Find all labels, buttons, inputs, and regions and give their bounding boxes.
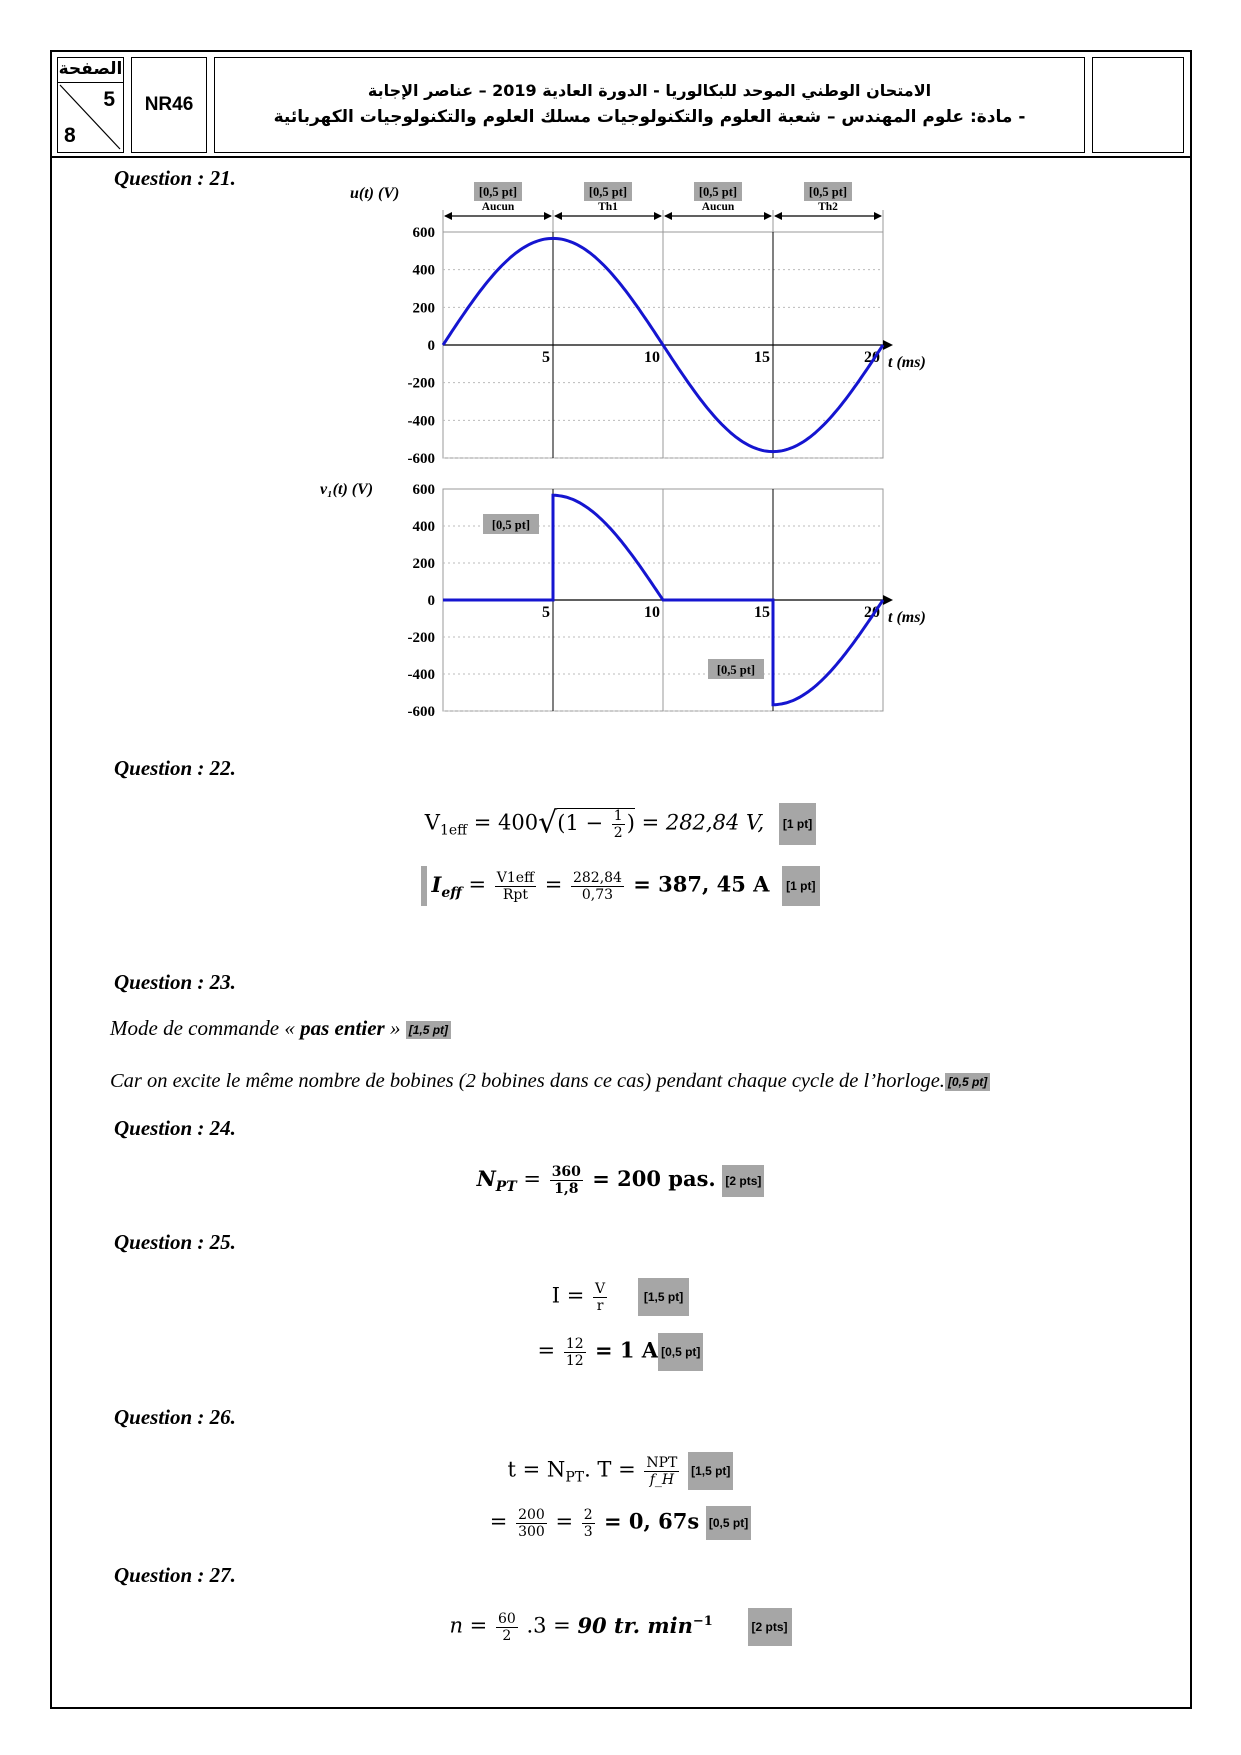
- c-den: 12: [565, 1352, 584, 1369]
- t-num2: 2: [583, 1506, 593, 1523]
- ieff-eq: =: [461, 872, 493, 897]
- y-tick-label: 600: [412, 482, 435, 498]
- arrowhead-left: [444, 212, 452, 220]
- segment-label: Th1: [598, 201, 618, 213]
- question-25-label: Question : 25.: [114, 1230, 236, 1254]
- x-tick-label: 20: [864, 349, 880, 366]
- q23-points-badge-1: [1,5 pt]: [406, 1021, 451, 1039]
- sqrt-symbol: √: [538, 805, 558, 841]
- fraction-60-2: [496, 1611, 518, 1644]
- y-tick-label: 0: [427, 338, 435, 354]
- x-tick-label: 20: [864, 604, 880, 621]
- points-badge-text: [0,5 pt]: [478, 185, 518, 199]
- equation-ieff: $I_{eff}$ = $\frac{\text{V1eff}}{\text{Rpt}}$ = $\frac{282,84}{0,73}$ = 387, 45 A [1 pt]: [0, 866, 1241, 906]
- title-line-2: - مادة: علوم المهندس – شعبة العلوم والتكنولوجيات مسلك العلوم والتكنولوجيات الكهربائية: [273, 107, 1026, 127]
- fraction-half: [612, 808, 625, 841]
- segment-label: Th2: [818, 201, 838, 213]
- speed-exp: −1: [692, 1613, 713, 1629]
- x-axis-label: t (ms): [888, 609, 926, 626]
- f2-den: 0,73: [581, 886, 614, 903]
- fraction-v-r: [593, 1281, 607, 1314]
- current-lhs: I =: [551, 1283, 592, 1308]
- x-axis-label: t (ms): [888, 354, 926, 371]
- y-tick-label: 200: [412, 300, 435, 317]
- time-points-badge-1: [1,5 pt]: [688, 1452, 733, 1490]
- equation-time: [0, 1452, 1241, 1490]
- v1eff-expr: = 400: [467, 810, 539, 835]
- half-den: 2: [613, 824, 623, 841]
- x-tick-label: 15: [754, 604, 770, 621]
- vr-num: V: [595, 1280, 606, 1297]
- v1eff-sub: 1eff: [439, 822, 468, 839]
- arrowhead-right: [764, 212, 772, 220]
- time-points-badge-2: [0,5 pt]: [706, 1506, 751, 1540]
- equation-time-value: [0, 1506, 1241, 1540]
- sqrt-content: [557, 807, 635, 841]
- y-tick-label: 400: [412, 519, 435, 535]
- npt-eq: =: [516, 1167, 548, 1191]
- v1eff-inner-a: (1 −: [557, 810, 610, 835]
- question-26-label: Question : 26.: [114, 1405, 236, 1429]
- npt-den: 1,8: [554, 1181, 579, 1197]
- exam-header: [52, 52, 1190, 158]
- s-num: 60: [497, 1610, 516, 1627]
- highlight-bar: [421, 866, 427, 906]
- speed-lhs: n =: [449, 1613, 494, 1638]
- npt-points-badge: [2 pts]: [722, 1165, 764, 1197]
- time-b: . T =: [584, 1457, 643, 1482]
- question-23-label: Question : 23.: [114, 970, 236, 994]
- fraction-v1eff-rpt: [495, 870, 536, 903]
- t-num1: 200: [518, 1506, 545, 1523]
- exam-code: NR46: [131, 57, 207, 153]
- y-tick-label: 600: [412, 225, 435, 241]
- y-axis-label: v₁(t) (V): [320, 481, 374, 498]
- npt-sub: PT: [495, 1179, 517, 1196]
- equation-npt: [0, 1164, 1241, 1197]
- page-number: 5: [103, 88, 115, 111]
- equation-v1eff: [0, 803, 1241, 845]
- fraction-values: [571, 870, 624, 903]
- current-points-badge-1: [1,5 pt]: [638, 1278, 689, 1316]
- f1-den: Rpt: [502, 886, 528, 903]
- arrowhead-right: [544, 212, 552, 220]
- vr-den: r: [596, 1297, 604, 1314]
- ieff-result: = 387, 45 A: [625, 871, 770, 897]
- points-badge-upper-text: [0,5 pt]: [491, 518, 531, 532]
- speed-points-badge: [2 pts]: [748, 1608, 792, 1646]
- y-tick-label: 400: [412, 262, 435, 279]
- x-tick-label: 10: [644, 349, 660, 366]
- question-22-label: Question : 22.: [114, 756, 236, 780]
- fraction-npt-fh: [644, 1455, 679, 1488]
- x-tick-label: 5: [542, 349, 550, 366]
- t-den1: 300: [518, 1523, 545, 1540]
- equation-speed: [0, 1608, 1241, 1646]
- ieff-sub: eff: [441, 884, 462, 901]
- title-line-1: الامتحان الوطني الموحد للبكالوريا - الدورة العادية 2019 – عناصر الإجابة: [367, 81, 932, 100]
- v1eff-lhs: V: [424, 810, 440, 835]
- y-tick-label: -600: [407, 451, 435, 465]
- points-badge-lower-text: [0,5 pt]: [716, 663, 756, 677]
- q23-reason-line: [110, 1070, 990, 1093]
- points-badge-text: [0,5 pt]: [588, 185, 628, 199]
- f2-num: 282,84: [572, 869, 622, 886]
- current-points-badge-2: [0,5 pt]: [658, 1333, 703, 1371]
- v1eff-points-badge: [1 pt]: [779, 803, 816, 845]
- q23-line1-bold: pas entier: [300, 1016, 385, 1040]
- time-result: = 0, 67s: [596, 1508, 700, 1534]
- exam-title: [214, 57, 1085, 153]
- points-badge-text: [0,5 pt]: [808, 185, 848, 199]
- current-result: = 1 A: [587, 1337, 659, 1363]
- fraction-12-12: [564, 1336, 586, 1369]
- y-axis-label: u(t) (V): [350, 185, 400, 202]
- points-badge-text: [0,5 pt]: [698, 185, 738, 199]
- f1-num: V1eff: [496, 869, 535, 886]
- arrowhead-left: [774, 212, 782, 220]
- npt-result: = 200 pas.: [584, 1166, 716, 1191]
- time-sub: PT: [565, 1469, 585, 1486]
- s-den: 2: [502, 1627, 512, 1644]
- q23-line1-a: Mode de commande «: [110, 1016, 301, 1040]
- fraction-360-1-8: [550, 1164, 583, 1197]
- time-a: t = N: [507, 1457, 566, 1482]
- speed-mid: .3 =: [519, 1613, 578, 1638]
- y-tick-label: -400: [407, 667, 435, 683]
- y-tick-label: -200: [407, 375, 435, 392]
- chart-u-t: [320, 180, 950, 465]
- y-tick-label: -400: [407, 413, 435, 430]
- fraction-2-3: [582, 1507, 595, 1540]
- fraction-200-300: [516, 1507, 547, 1540]
- t-den2: 3: [583, 1523, 593, 1540]
- segment-label: Aucun: [481, 201, 515, 213]
- x-tick-label: 10: [644, 604, 660, 621]
- page-number-box: [57, 57, 124, 153]
- time-eq: =: [489, 1509, 515, 1534]
- x-axis-arrow: [883, 340, 893, 350]
- current-eq: =: [537, 1338, 562, 1363]
- y-tick-label: -600: [407, 704, 435, 718]
- question-27-label: Question : 27.: [114, 1563, 236, 1587]
- c-num: 12: [565, 1335, 584, 1352]
- question-24-label: Question : 24.: [114, 1116, 236, 1140]
- segment-label: Aucun: [701, 201, 735, 213]
- tf-den: f_H: [649, 1471, 675, 1488]
- chart-v1-t: [320, 478, 950, 718]
- tf-num: NPT: [646, 1454, 678, 1471]
- ieff-points-badge: [1 pt]: [782, 866, 819, 906]
- y-tick-label: 200: [412, 556, 435, 572]
- page-label: الصفحة: [58, 59, 123, 79]
- x-axis-arrow: [883, 595, 893, 605]
- x-tick-label: 5: [542, 604, 550, 621]
- ieff-lhs: I: [431, 871, 442, 897]
- npt-lhs: N: [476, 1166, 496, 1191]
- page-total: 8: [64, 124, 76, 147]
- y-tick-label: -200: [407, 630, 435, 646]
- arrowhead-left: [664, 212, 672, 220]
- q23-mode-line: [110, 1016, 451, 1041]
- q23-line2: Car on excite le même nombre de bobines (2 bobines dans ce cas) pendant chaque cycle de l’horloge.: [110, 1070, 945, 1092]
- empty-box: [1092, 57, 1184, 153]
- equation-current: [0, 1278, 1241, 1316]
- q23-line1-b: »: [384, 1016, 401, 1040]
- y-tick-label: 0: [427, 593, 435, 609]
- arrowhead-left: [554, 212, 562, 220]
- speed-result: 90 tr. min: [577, 1612, 693, 1638]
- question-21-label: Question : 21.: [114, 166, 236, 190]
- arrowhead-right: [874, 212, 882, 220]
- npt-num: 360: [551, 1164, 581, 1180]
- equation-current-value: [0, 1333, 1241, 1371]
- arrowhead-right: [654, 212, 662, 220]
- v1eff-result: = 282,84 V,: [634, 810, 765, 835]
- x-tick-label: 15: [754, 349, 770, 366]
- v1eff-inner-b: ): [626, 810, 635, 835]
- q23-points-badge-2: [0,5 pt]: [945, 1073, 990, 1091]
- half-num: 1: [613, 807, 623, 824]
- time-mid: =: [548, 1509, 580, 1534]
